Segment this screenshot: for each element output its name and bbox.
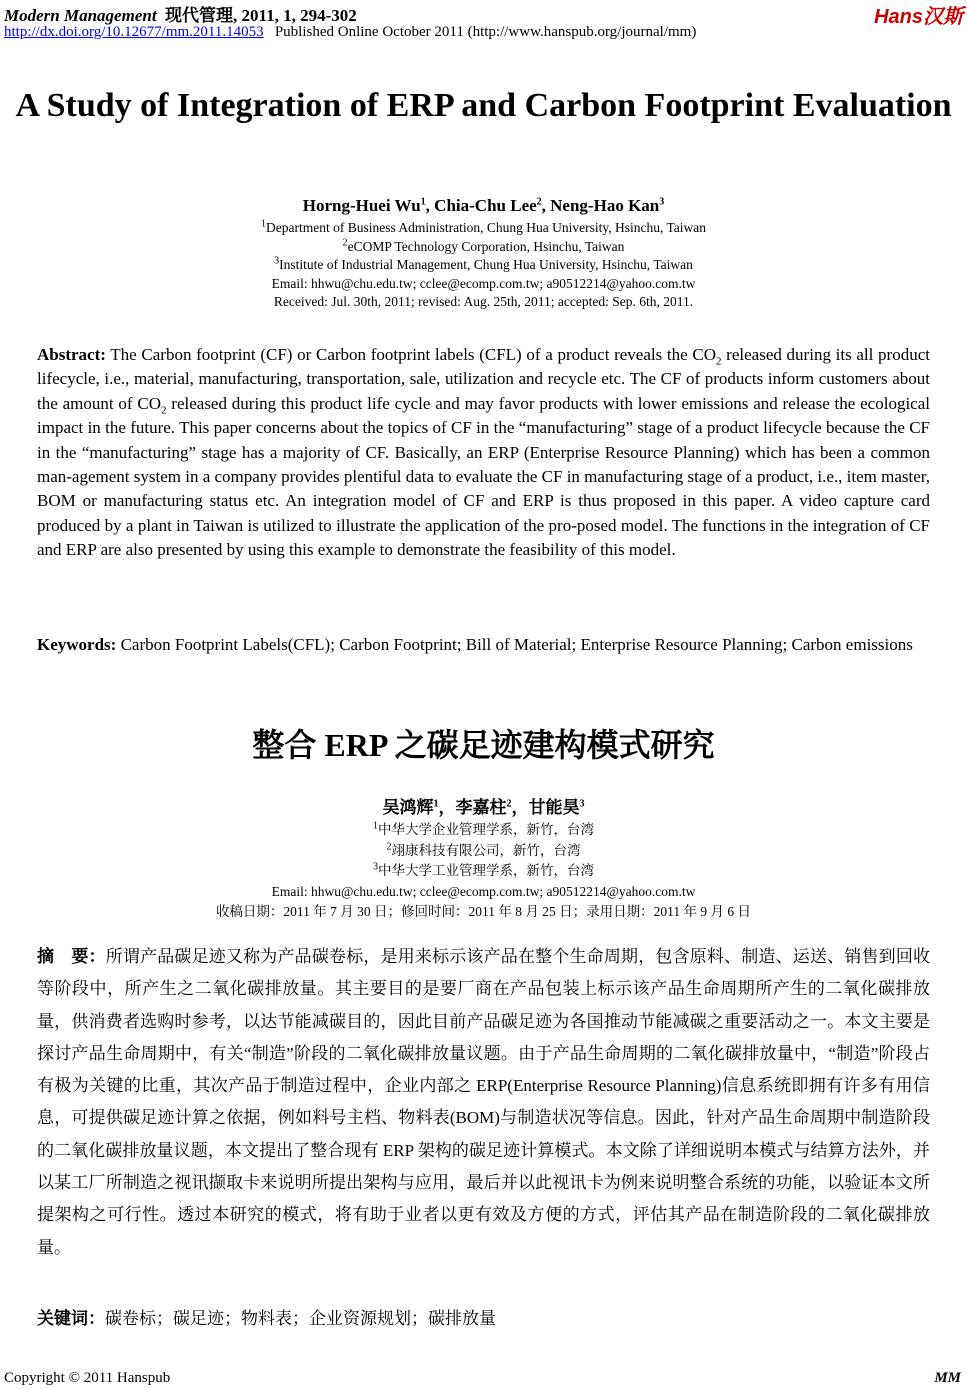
author-sup: 1 [433,798,439,810]
doi-line [4,24,696,41]
journal-name: Modern Management [4,6,157,25]
cn-title: 整合 ERP 之碳足迹建构模式研究 [252,727,715,763]
author: Neng-Hao Kan [550,196,660,215]
cn-affiliation [0,841,967,862]
author-sup: 2 [536,196,542,208]
cn-affiliations [0,820,967,923]
affiliation [0,256,967,275]
keywords [37,633,930,657]
abstract-text: released during this product life cycle and may favor products with lower emissions and release the ecological impact in the future. This paper concerns about the topics of CF in the “manufacturing” stage of a product lifecycle because the CF in the “manufacturing” stage has a majority of CF. Basically, an ERP (Enterprise Resource Planning) which has been a common man-agement system in a company provides plentiful data to evaluate the CF in manufacturing stage of a product, i.e., item master, BOM or manufacturing status etc. An integration model of CF and ERP is thus proposed in this paper. A video capture card produced by a plant in Taiwan is utilized to illustrate the application of the pro-posed model. The functions in the integration of CF and ERP are also presented by using this example to demonstrate the feasibility of this model. [37,393,930,560]
hans-logo: Hans汉斯 [874,6,963,28]
email: Email: hhwu@chu.edu.tw; cclee@ecomp.com.tw; a90512214@yahoo.com.tw [271,275,696,291]
abstract [37,343,930,563]
paper-title: A Study of Integration of ERP and Carbon Footprint Evaluation [15,87,952,124]
cn-affiliation [0,820,967,841]
subscript: 2 [160,404,167,417]
aff-sup: 1 [373,820,378,832]
aff-text: 中华大学企业管理学系，新竹，台湾 [378,822,594,837]
cn-abstract-text: 所谓产品碳足迹又称为产品碳卷标，是用来标示该产品在整个生命周期，包含原料、制造、运送、销售到回收等阶段中，所产生之二氧化碳排放量。其主要目的是要厂商在产品包装上标示该产品生命周期所产生的二氧化碳排放量，供消费者选购时参考，以达节能减碳目的，因此目前产品碳足迹为各国推动节能减碳之重要活动之一。本文主要是探讨产品生命周期中，有关“制造”阶段的二氧化碳排放量议题。由于产品生命周期的二氧化碳排放量中，“制造”阶段占有极为关键的比重，其次产品于制造过程中，企业内部之 ERP(Enterprise Resource Planning)信息系统即拥有许多有用信息，可提供碳足迹计算之依据，例如料号主档、物料表(BOM)与制造状况等信息。因此，针对产品生命周期中制造阶段的二氧化碳排放量议题，本文提出了整合现有 ERP 架构的碳足迹计算模式。本文除了详细说明本模式与结算方法外，并以某工厂所制造之视讯撷取卡来说明所提出架构与应用，最后并以此视讯卡为例来说明整合系统的功能，以验证本文所提架构之可行性。透过本研究的模式，将有助于业者以更有效及方便的方式，评估其产品在制造阶段的二氧化碳排放量。 [37,947,931,1257]
journal-abbr: MM [934,1370,961,1386]
published-note: Published Online October 2011 (http://www.hanspub.org/journal/mm) [274,24,697,40]
author-list: Horng-Huei Wu$^1$, Chia-Chu Lee$^2$, Neng-Hao Kan$^3$ [302,196,665,215]
cn-author: 李嘉柱 [455,798,507,817]
aff-sup: 2 [386,841,392,852]
subscript: 2 [716,355,722,368]
journal-header [4,1,357,26]
abstract-label: Abstract: [37,345,106,364]
cn-keywords-text: 碳卷标；碳足迹；物料表；企业资源规划；碳排放量 [105,1309,496,1328]
author: Horng-Huei Wu [302,196,421,215]
copyright: Copyright © 2011 Hanspub [4,1370,171,1386]
cn-abstract-label: 摘 要： [37,947,106,966]
aff-sup: 1 [260,218,266,230]
affiliation [0,219,967,238]
cn-author: 吴鸿辉 [382,798,434,817]
cn-author: 甘能昊 [528,798,580,817]
cn-dates: 收稿日期：2011 年 7 月 30 日；修回时间：2011 年 8 月 25 日；录用日期：2011 年 9 月 6 日 [215,904,752,919]
aff-text: 中华大学工业管理学系，新竹，台湾 [378,863,594,878]
aff-sup: 2 [342,237,348,248]
affiliation [0,238,967,257]
cn-author-list: 吴鸿辉$^1$，李嘉柱$^2$，甘能昊$^3$ [382,798,585,817]
cn-keywords [37,1307,930,1331]
author: Chia-Chu Lee [434,196,537,215]
author-sup: 3 [659,196,665,208]
journal-issue: 现代管理, 2011, 1, 294-302 [165,6,357,25]
received-dates: Received: Jul. 30th, 2011; revised: Aug. 25th, 2011; accepted: Sep. 6th, 2011. [273,294,694,309]
abstract-text: The Carbon footprint (CF) or Carbon footprint labels (CFL) of a product reveals the CO [105,345,716,364]
cn-email: Email: hhwu@chu.edu.tw; cclee@ecomp.com.tw; a90512214@yahoo.com.tw [271,883,696,899]
abstract-text: released during its all product lifecycle, i.e., material, manufacturing, transportation, sale, utilization and recycle etc. The CF of products inform customers about the amount of CO [37,345,930,413]
aff-sup: 3 [373,861,378,873]
aff-text: 翊康科技有限公司，新竹，台湾 [391,842,581,858]
aff-text: eCOMP Technology Corporation, Hsinchu, Taiwan [347,238,625,254]
cn-keywords-label: 关键词： [37,1309,105,1328]
author-sup: 1 [420,196,426,208]
keywords-label: Keywords: [37,635,117,654]
aff-sup: 3 [274,255,280,267]
aff-text: Department of Business Administration, Chung Hua University, Hsinchu, Taiwan [265,220,706,235]
keywords-text: Carbon Footprint Labels(CFL); Carbon Footprint; Bill of Material; Enterprise Resource Planning; Carbon emissions [116,635,913,654]
aff-text: Institute of Industrial Management, Chung Hua University, Hsinchu, Taiwan [279,257,693,272]
author-sup: 3 [579,798,585,810]
cn-abstract [37,941,930,1264]
affiliations [0,219,967,312]
author-sup: 2 [506,798,512,810]
doi-link[interactable]: http://dx.doi.org/10.12677/mm.2011.14053 [4,24,264,40]
cn-affiliation [0,861,967,882]
